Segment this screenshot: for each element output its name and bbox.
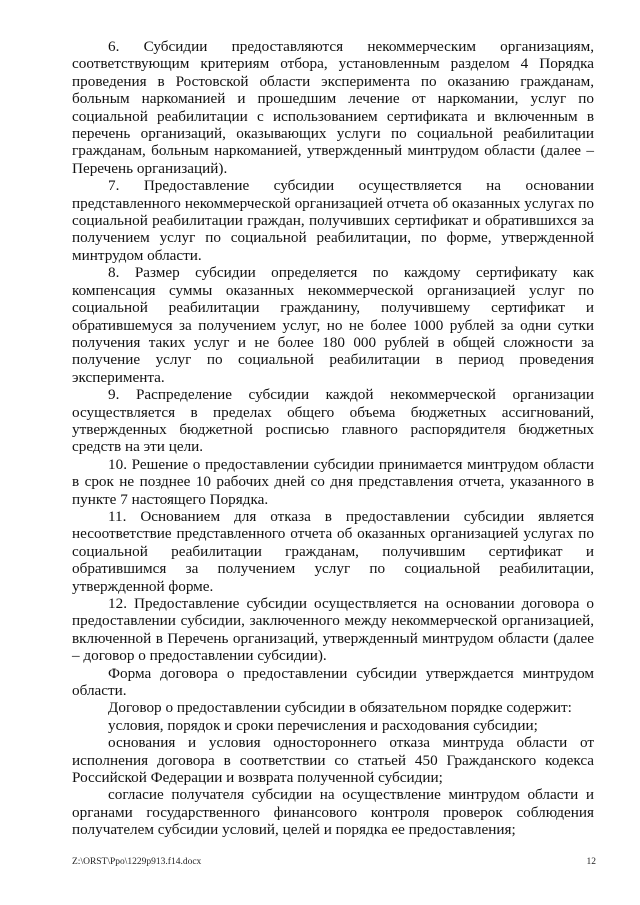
paragraph-8: 8. Размер субсидии определяется по каждому сертификату как компенсация суммы оказанных некоммерческой организацией услуг по социальной реабилитации гражданину, получившему сертификат и обратившемуся за получением услуг, но не более 1000 рублей за одни сутки получения таких услуг и не более 180 000 рублей в общей сложности за получение услуг по социальной реабилитации в период проведения эксперимента. [72,264,594,386]
document-body [72,38,594,839]
paragraph-10: 10. Решение о предоставлении субсидии принимается минтрудом области в срок не позднее 10 рабочих дней со дня представления отчета, указанного в пункте 7 настоящего Порядка. [72,455,594,508]
paragraph-contract-contents: Договор о предоставлении субсидии в обязательном порядке содержит: [108,699,572,717]
list-item-refusal-grounds: основания и условия одностороннего отказа минтруда области от исполнения договора в соответствии со статьей 450 Гражданского кодекса Российской Федерации и возврата полученной субсидии; [72,734,594,787]
paragraph-7: 7. Предоставление субсидии осуществляется на основании представленного некоммерческой организацией отчета об оказанных услугах по социальной реабилитации граждан, получивших сертификат и обратившихся за получением услуг по социальной реабилитации, по форме, утвержденной минтрудом области. [72,177,594,264]
file-path: Z:\ORST\Ppo\1229p913.f14.docx [72,857,202,867]
paragraph-12: 12. Предоставление субсидии осуществляется на основании договора о предоставлении субсидии, заключенного между некоммерческой организацией, включенной в Перечень организаций, утвержденный минтрудом области (далее – договор о предоставлении субсидии). [72,595,594,665]
list-item-consent: согласие получателя субсидии на осуществление минтрудом области и органами государственного финансового контроля проверок соблюдения получателем субсидии условий, целей и порядка ее предоставления; [72,786,594,839]
paragraph-6: 6. Субсидии предоставляются некоммерческим организациям, соответствующим критериям отбора, установленным разделом 4 Порядка проведения в Ростовской области эксперимента по оказанию гражданам, больным наркоманией и прошедшим лечение от наркомании, услуг по социальной реабилитации с использованием сертификата и включенным в перечень организаций, оказывающих услуги по социальной реабилитации гражданам, больным наркоманией, утвержденный минтрудом области (далее – Перечень организаций). [72,38,594,177]
page-number: 12 [586,857,596,867]
list-item-conditions: условия, порядок и сроки перечисления и расходования субсидии; [108,716,538,734]
paragraph-9: 9. Распределение субсидии каждой некоммерческой организации осуществляется в пределах общего объема бюджетных ассигнований, утвержденных бюджетной росписью главного распорядителя бюджетных средств на эти цели. [72,386,594,456]
paragraph-contract-form: Форма договора о предоставлении субсидии утверждается минтрудом области. [72,664,594,700]
paragraph-11: 11. Основанием для отказа в предоставлении субсидии является несоответствие представленного отчета об оказанных организацией услугах по социальной реабилитации гражданам, получившим сертификат и обратившимся за получением услуг по социальной реабилитации, утвержденной форме. [72,507,594,595]
